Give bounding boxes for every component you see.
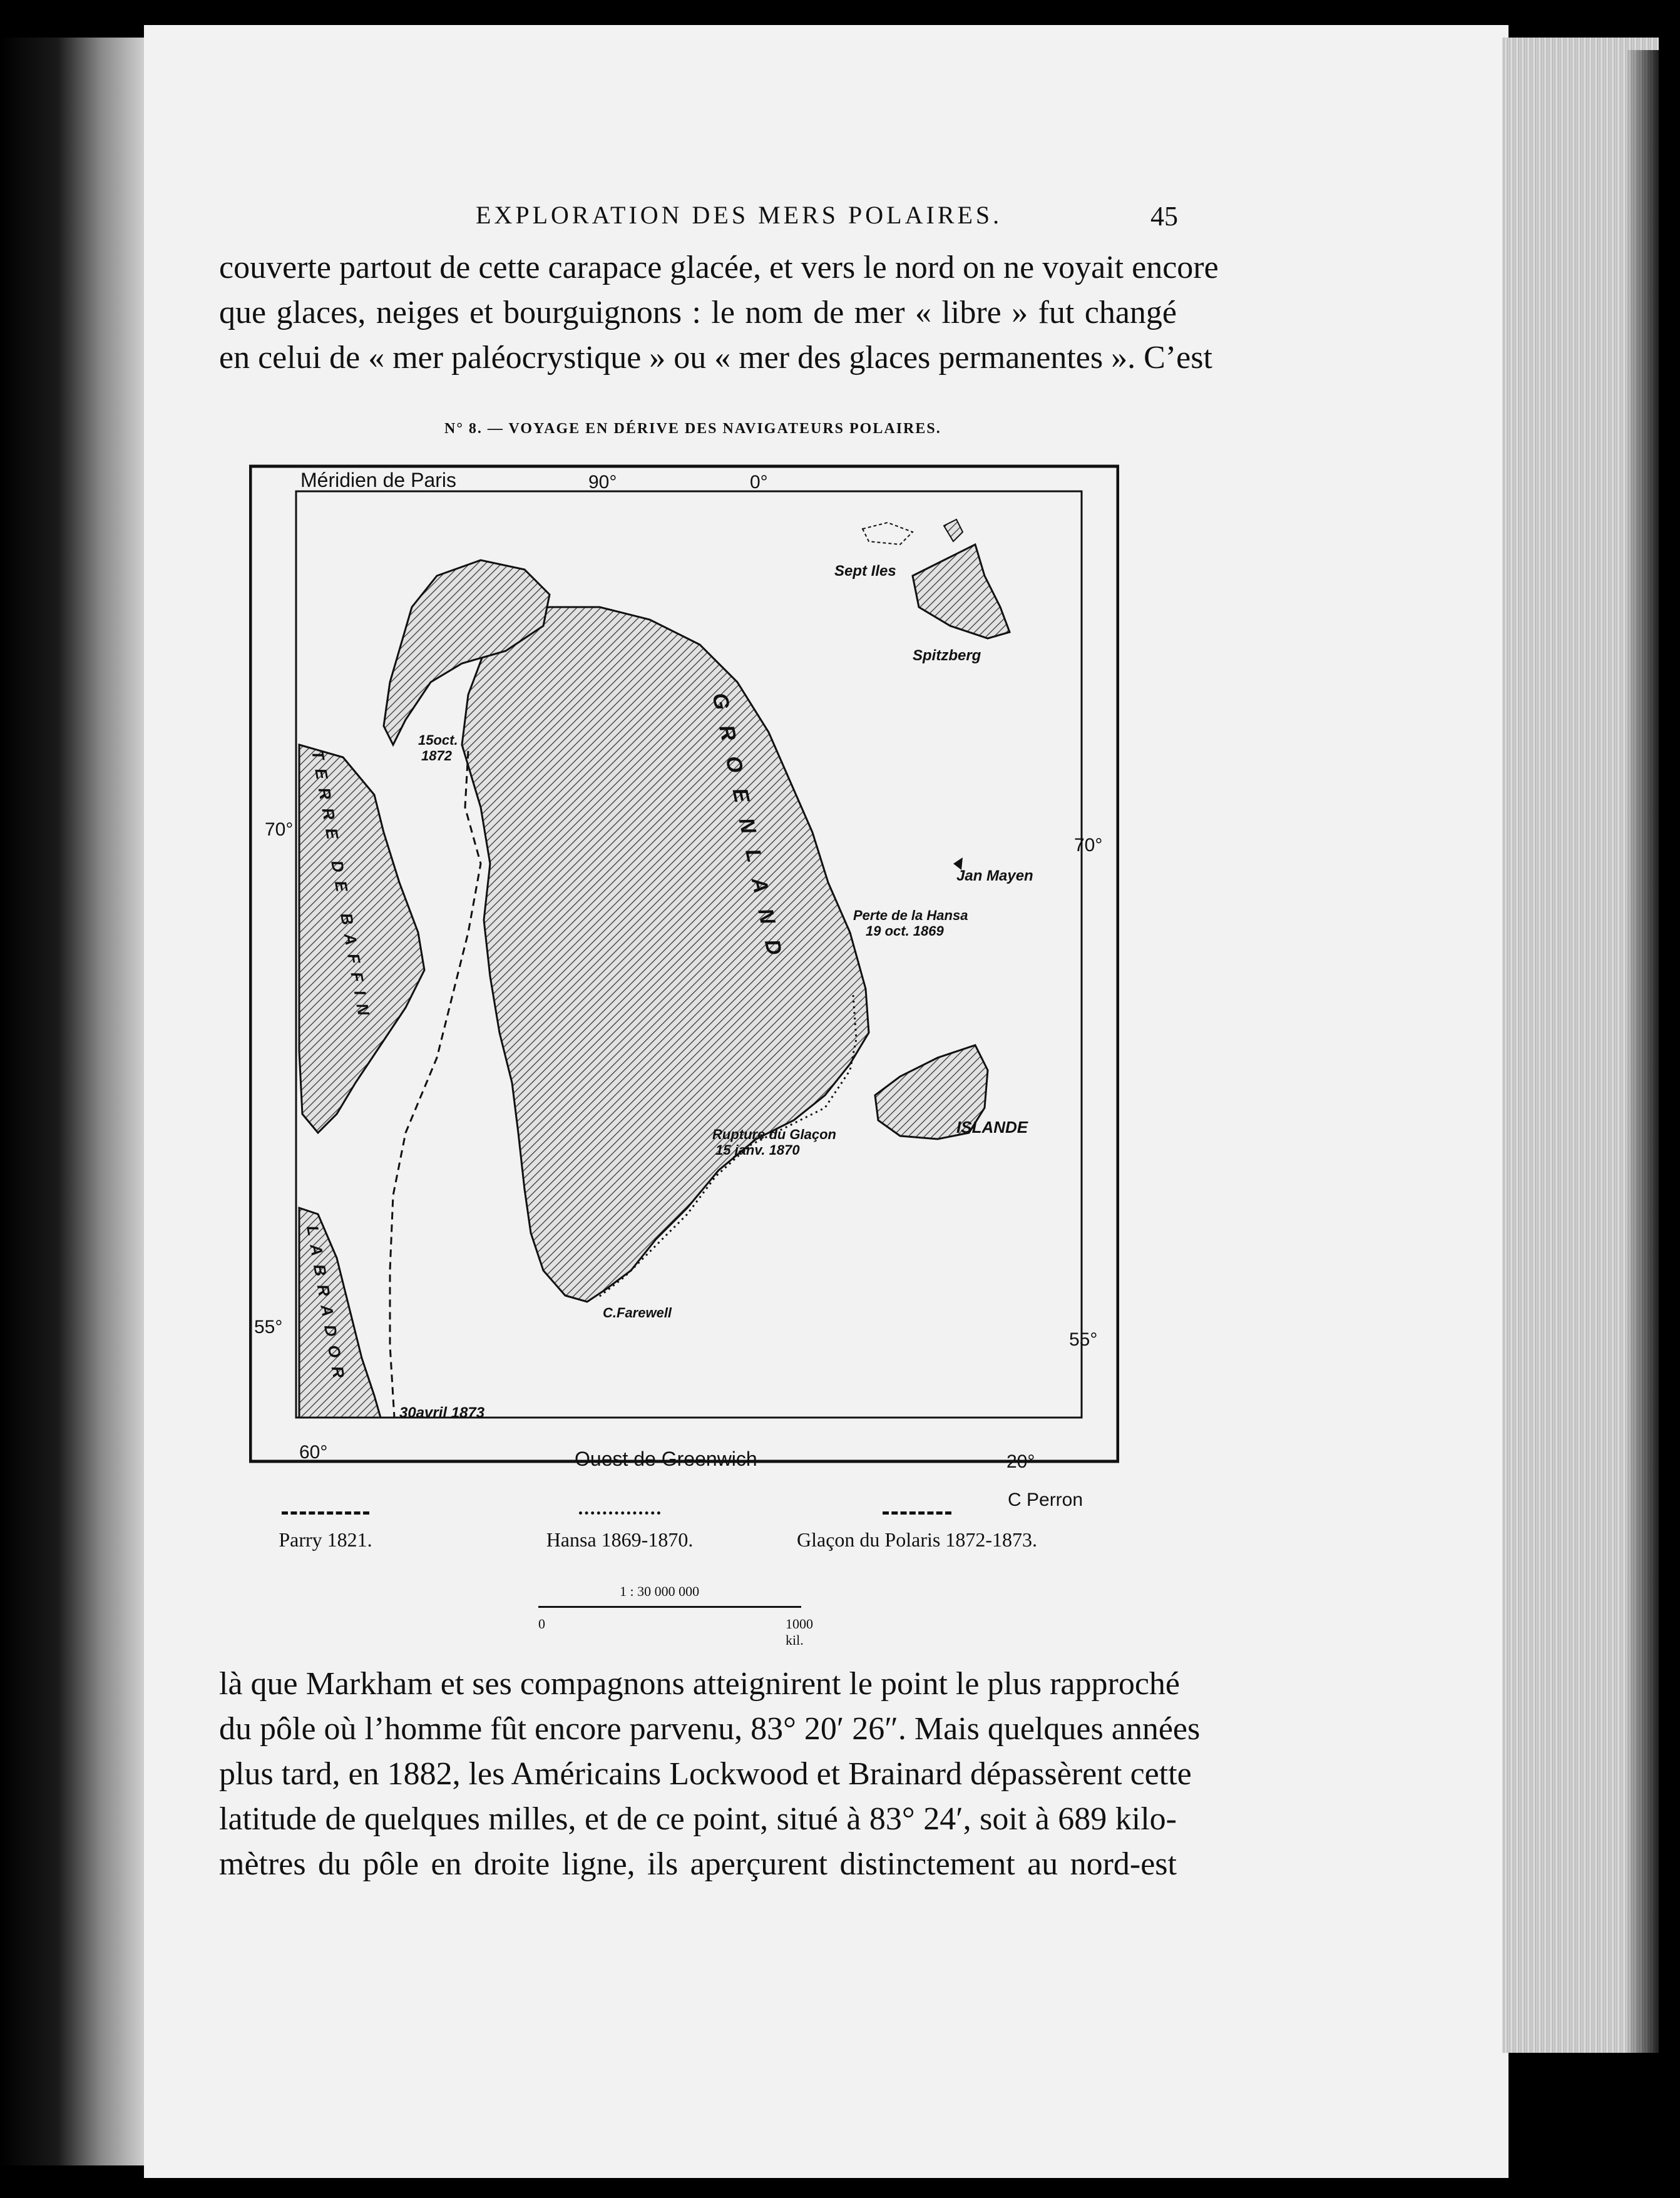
groenland-label: GROENLAND [707,690,790,973]
meridian-label: Méridien de Paris [300,469,456,491]
legend-swatch-dotted [579,1511,660,1515]
legend-hansa [520,1511,720,1551]
perte-hansa-date: 19 oct. 1869 [866,923,944,939]
text-line: là que Markham et ses compagnons atteignirent le point le plus rapproché [219,1666,1180,1702]
greenwich-label: Ouest de Greenwich [575,1448,757,1470]
scale-ratio: 1 : 30 000 000 [620,1583,700,1599]
page-number: 45 [1150,201,1178,232]
top-paragraph [219,245,1219,381]
left-page-edge [0,38,144,2165]
figure-title: N° 8. — VOYAGE EN DÉRIVE DES NAVIGATEURS POLAIRES. [444,421,941,437]
legend-swatch-dash-dot [282,1511,369,1515]
bottom-paragraph [219,1662,1201,1887]
jan-mayen-label: Jan Mayen [956,867,1033,884]
text-line: en celui de « mer paléocrystique » ou « mer des glaces permanentes ». C’est [219,340,1212,376]
islande-label: ISLANDE [956,1118,1028,1137]
lon-0-label: 0° [750,472,768,493]
lat-70-left: 70° [265,819,294,840]
rupture-date: 15 janv. 1870 [715,1142,800,1158]
spitzberg-label: Spitzberg [913,647,981,664]
lat-55-left: 55° [254,1317,283,1337]
polar-drift-map [249,457,1119,1471]
text-line: que glaces, neiges et bourguignons : le nom de mer « libre » fut changé [219,295,1177,330]
sept-iles-label: Sept Iles [834,563,896,580]
lat-55-right: 55° [1069,1329,1098,1350]
legend-swatch-dashed [883,1511,951,1515]
lon-90-label: 90° [588,472,617,493]
legend-parry [263,1511,388,1551]
labrador-label: LABRADOR [303,1224,350,1388]
book-shadow [1627,50,1665,2053]
scale-end: 1000 kil. [786,1616,813,1648]
legend-label: Glaçon du Polaris 1872-1873. [797,1528,1037,1551]
farewell-label: C.Farewell [603,1305,672,1321]
text-line: couverte partout de cette carapace glacée, et vers le nord on ne voyait encore [219,250,1219,285]
scale-start: 0 [538,1616,545,1632]
oct-1872-year: 1872 [421,748,452,764]
text-line: latitude de quelques milles, et de ce point, situé à 83° 24′, soit à 689 kilo- [219,1801,1177,1837]
lon-20-label: 20° [1006,1451,1035,1471]
legend-polaris [770,1511,1064,1551]
scale-bar [538,1606,801,1608]
legend-label: Parry 1821. [279,1528,372,1551]
legend-label: Hansa 1869-1870. [546,1528,694,1551]
text-line: mètres du pôle en droite ligne, ils aperçurent distinctement au nord-est [219,1846,1177,1882]
oct-1872-label: 15oct. [418,732,458,748]
lat-70-right: 70° [1074,835,1103,856]
rupture-label: Rupture du Glaçon [712,1127,836,1142]
perte-hansa-label: Perte de la Hansa [853,907,968,923]
avril-1873-label: 30avril 1873 [399,1404,485,1421]
baffin-label: TERRE DE BAFFIN [308,748,375,1026]
running-title: EXPLORATION DES MERS POLAIRES. [476,201,1003,229]
map-scale [538,1583,813,1648]
engraver-credit: C Perron [1008,1490,1083,1510]
text-line: plus tard, en 1882, les Américains Lockwood et Brainard dépassèrent cette [219,1756,1192,1792]
text-line: du pôle où l’homme fût encore parvenu, 83° 20′ 26″. Mais quelques années [219,1711,1201,1747]
lon-60-label: 60° [299,1442,328,1463]
